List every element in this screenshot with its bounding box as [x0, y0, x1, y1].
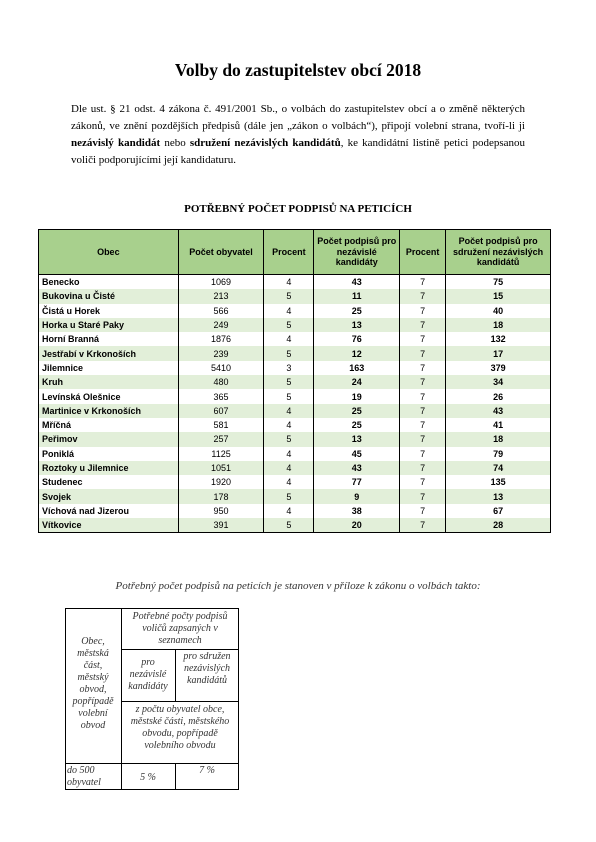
cell-obec: Benecko — [39, 275, 179, 290]
cell-procent-2: 7 — [400, 275, 446, 290]
table-row — [39, 518, 551, 533]
cell-pocet-obyvatel: 178 — [178, 489, 264, 503]
intro-text-2: nebo — [160, 137, 190, 149]
cell-podpisy-sdruzeni: 26 — [446, 389, 551, 403]
table-row — [39, 389, 551, 403]
cell-obec: Horka u Staré Paky — [39, 318, 179, 332]
cell-podpisy-nezavisle: 24 — [314, 375, 400, 389]
cell-pocet-obyvatel: 480 — [178, 375, 264, 389]
cell-podpisy-sdruzeni: 34 — [446, 375, 551, 389]
cell-procent-1: 4 — [264, 332, 314, 346]
cell-podpisy-nezavisle: 25 — [314, 404, 400, 418]
cell-procent-1: 5 — [264, 289, 314, 303]
cell-podpisy-sdruzeni: 379 — [446, 361, 551, 375]
cell-procent-2: 7 — [400, 389, 446, 403]
cell-procent-2: 7 — [400, 318, 446, 332]
header-podpisy-nezavisle: Počet podpisů pro nezávislé kandidáty — [314, 230, 400, 275]
cell-obec: Studenec — [39, 475, 179, 489]
law-note: Potřebný počet podpisů na peticích je stanoven v příloze k zákonu o volbách takto: — [115, 580, 481, 592]
cell-pocet-obyvatel: 1051 — [178, 461, 264, 475]
table-row — [39, 275, 551, 290]
cell-pocet-obyvatel: 566 — [178, 304, 264, 318]
cell-obec: Martinice v Krkonoších — [39, 404, 179, 418]
cell-obec: Jilemnice — [39, 361, 179, 375]
cell-obec: Svojek — [39, 489, 179, 503]
cell-procent-1: 5 — [264, 489, 314, 503]
cell-obec: Roztoky u Jilemnice — [39, 461, 179, 475]
header-obec: Obec — [39, 230, 179, 275]
cell-procent-2: 7 — [400, 432, 446, 446]
cell-pocet-obyvatel: 1920 — [178, 475, 264, 489]
intro-text-3: , ke kandidátní listině petici podepsanou voliči podporujícími její kandidaturu. — [71, 137, 526, 166]
cell-procent-2: 7 — [400, 361, 446, 375]
cell-procent-1: 4 — [264, 275, 314, 290]
header-procent-2: Procent — [400, 230, 446, 275]
cell-procent-1: 4 — [264, 475, 314, 489]
cell-pocet-obyvatel: 950 — [178, 504, 264, 518]
table-row — [39, 318, 551, 332]
cell-pocet-obyvatel: 257 — [178, 432, 264, 446]
law-value-nezavisle: 5 % — [140, 772, 156, 783]
cell-procent-1: 4 — [264, 418, 314, 432]
cell-pocet-obyvatel: 1069 — [178, 275, 264, 290]
table-row — [39, 432, 551, 446]
cell-pocet-obyvatel: 581 — [178, 418, 264, 432]
table-header-row — [39, 230, 551, 275]
cell-procent-1: 3 — [264, 361, 314, 375]
cell-procent-2: 7 — [400, 504, 446, 518]
cell-obec: Horní Branná — [39, 332, 179, 346]
header-podpisy-sdruzeni: Počet podpisů pro sdružení nezávislých kandidátů — [446, 230, 551, 275]
cell-procent-1: 5 — [264, 346, 314, 360]
header-procent-1: Procent — [264, 230, 314, 275]
cell-procent-2: 7 — [400, 418, 446, 432]
intro-bold-2: sdružení nezávislých kandidátů — [189, 137, 341, 149]
cell-procent-2: 7 — [400, 489, 446, 503]
cell-pocet-obyvatel: 5410 — [178, 361, 264, 375]
cell-obec: Kruh — [39, 375, 179, 389]
cell-procent-2: 7 — [400, 461, 446, 475]
law-basis: z počtu obyvatel obce, městské části, městského obvodu, popřípadě volebního obvodu — [130, 704, 230, 751]
cell-procent-2: 7 — [400, 404, 446, 418]
table-row — [39, 332, 551, 346]
cell-podpisy-sdruzeni: 41 — [446, 418, 551, 432]
cell-procent-1: 5 — [264, 318, 314, 332]
cell-podpisy-nezavisle: 13 — [314, 432, 400, 446]
cell-procent-1: 4 — [264, 447, 314, 461]
cell-pocet-obyvatel: 239 — [178, 346, 264, 360]
cell-obec: Víchová nad Jizerou — [39, 504, 179, 518]
table-row — [39, 375, 551, 389]
cell-podpisy-nezavisle: 25 — [314, 418, 400, 432]
cell-podpisy-sdruzeni: 74 — [446, 461, 551, 475]
cell-procent-2: 7 — [400, 447, 446, 461]
cell-podpisy-nezavisle: 9 — [314, 489, 400, 503]
cell-podpisy-sdruzeni: 132 — [446, 332, 551, 346]
cell-podpisy-nezavisle: 77 — [314, 475, 400, 489]
cell-obec: Jestřabí v Krkonoších — [39, 346, 179, 360]
table-row — [39, 304, 551, 318]
law-col-nezavisle: pro nezávislé kandidáty — [128, 657, 168, 692]
cell-pocet-obyvatel: 607 — [178, 404, 264, 418]
cell-procent-1: 4 — [264, 304, 314, 318]
cell-pocet-obyvatel: 1125 — [178, 447, 264, 461]
law-header: Potřebné počty podpisů voličů zapsaných v seznamech — [132, 611, 228, 646]
cell-procent-2: 7 — [400, 289, 446, 303]
cell-podpisy-sdruzeni: 40 — [446, 304, 551, 318]
cell-podpisy-sdruzeni: 18 — [446, 432, 551, 446]
table-row — [39, 404, 551, 418]
cell-procent-1: 5 — [264, 432, 314, 446]
law-excerpt-table — [65, 608, 239, 790]
table-row — [39, 289, 551, 303]
table-row — [39, 475, 551, 489]
table-title: POTŘEBNÝ POČET PODPISŮ NA PETICÍCH — [184, 203, 412, 215]
cell-podpisy-nezavisle: 25 — [314, 304, 400, 318]
cell-podpisy-nezavisle: 76 — [314, 332, 400, 346]
header-pocet-obyvatel: Počet obyvatel — [178, 230, 264, 275]
intro-bold-1: nezávislý kandidát — [71, 137, 161, 149]
table-row — [39, 461, 551, 475]
cell-procent-2: 7 — [400, 518, 446, 533]
cell-podpisy-nezavisle: 20 — [314, 518, 400, 533]
intro-paragraph — [71, 101, 525, 169]
cell-procent-1: 4 — [264, 461, 314, 475]
cell-procent-2: 7 — [400, 346, 446, 360]
cell-podpisy-nezavisle: 19 — [314, 389, 400, 403]
table-row — [39, 418, 551, 432]
cell-podpisy-sdruzeni: 17 — [446, 346, 551, 360]
cell-podpisy-sdruzeni: 79 — [446, 447, 551, 461]
cell-pocet-obyvatel: 249 — [178, 318, 264, 332]
table-row — [39, 504, 551, 518]
cell-podpisy-sdruzeni: 15 — [446, 289, 551, 303]
cell-procent-2: 7 — [400, 332, 446, 346]
cell-obec: Čistá u Horek — [39, 304, 179, 318]
law-row-label: do 500 obyvatel — [67, 765, 101, 788]
cell-podpisy-sdruzeni: 43 — [446, 404, 551, 418]
cell-podpisy-nezavisle: 45 — [314, 447, 400, 461]
table-row — [39, 489, 551, 503]
cell-podpisy-nezavisle: 13 — [314, 318, 400, 332]
cell-pocet-obyvatel: 213 — [178, 289, 264, 303]
page-title: Volby do zastupitelstev obcí 2018 — [174, 60, 422, 80]
cell-procent-1: 5 — [264, 389, 314, 403]
intro-text-1: Dle ust. § 21 odst. 4 zákona č. 491/2001 Sb., o volbách do zastupitelstev obcí a o změně některých zákonů, ve znění pozdějších předpisů (dále jen „zákon o volbách“), připojí volební strana, tvoří-li ji — [71, 103, 525, 132]
cell-obec: Mříčná — [39, 418, 179, 432]
cell-obec: Peřimov — [39, 432, 179, 446]
cell-podpisy-nezavisle: 43 — [314, 461, 400, 475]
cell-procent-2: 7 — [400, 304, 446, 318]
cell-podpisy-nezavisle: 163 — [314, 361, 400, 375]
law-obec-label: Obec, městská část, městský obvod, popřípadě volební obvod — [72, 636, 114, 731]
table-row — [39, 447, 551, 461]
cell-podpisy-sdruzeni: 28 — [446, 518, 551, 533]
cell-procent-2: 7 — [400, 375, 446, 389]
cell-procent-1: 4 — [264, 404, 314, 418]
cell-podpisy-sdruzeni: 67 — [446, 504, 551, 518]
cell-procent-1: 4 — [264, 504, 314, 518]
cell-podpisy-sdruzeni: 75 — [446, 275, 551, 290]
table-row — [39, 361, 551, 375]
cell-podpisy-nezavisle: 11 — [314, 289, 400, 303]
cell-podpisy-nezavisle: 43 — [314, 275, 400, 290]
cell-obec: Poniklá — [39, 447, 179, 461]
cell-procent-1: 5 — [264, 518, 314, 533]
cell-procent-2: 7 — [400, 475, 446, 489]
table-row — [39, 346, 551, 360]
cell-procent-1: 5 — [264, 375, 314, 389]
law-col-sdruzeni: pro sdružen nezávislých kandidátů — [183, 651, 231, 686]
cell-podpisy-nezavisle: 38 — [314, 504, 400, 518]
cell-pocet-obyvatel: 365 — [178, 389, 264, 403]
cell-obec: Vítkovice — [39, 518, 179, 533]
signatures-table — [38, 229, 551, 533]
cell-podpisy-nezavisle: 12 — [314, 346, 400, 360]
cell-obec: Bukovina u Čisté — [39, 289, 179, 303]
cell-obec: Levínská Olešnice — [39, 389, 179, 403]
cell-podpisy-sdruzeni: 13 — [446, 489, 551, 503]
cell-pocet-obyvatel: 391 — [178, 518, 264, 533]
cell-podpisy-sdruzeni: 18 — [446, 318, 551, 332]
cell-podpisy-sdruzeni: 135 — [446, 475, 551, 489]
cell-pocet-obyvatel: 1876 — [178, 332, 264, 346]
law-value-sdruzeni: 7 % — [199, 765, 215, 776]
